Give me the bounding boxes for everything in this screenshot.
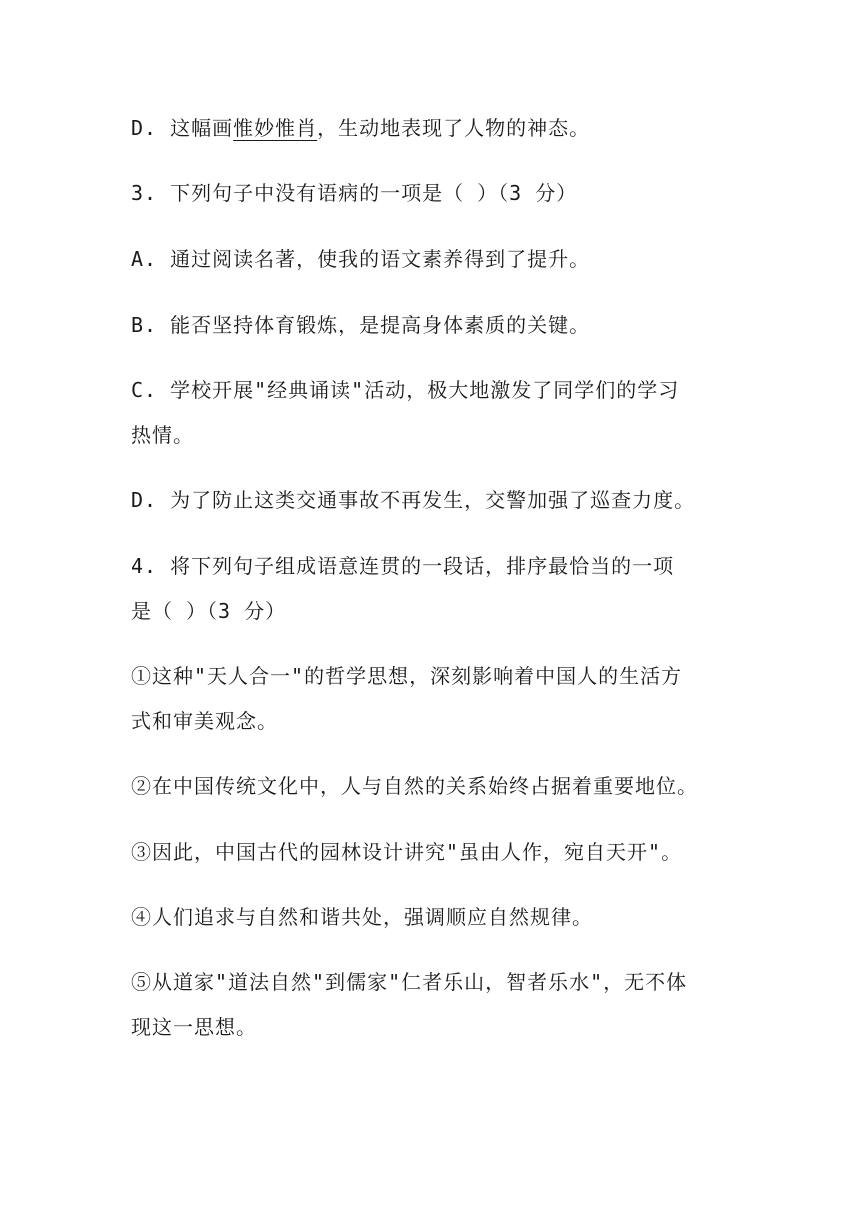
q3-option-d: D. 为了防止这类交通事故不再发生，交警加强了巡查力度。 bbox=[131, 488, 696, 512]
option-d-suffix: ，生动地表现了人物的神态。 bbox=[317, 116, 591, 140]
underlined-idiom: 惟妙惟肖 bbox=[233, 116, 318, 140]
q4-sentence-1: ①这种"天人合一"的哲学思想，深刻影响着中国人的生活方 bbox=[131, 664, 683, 688]
q4-stem: 4. 将下列句子组成语意连贯的一段话，排序最恰当的一项 bbox=[131, 554, 675, 578]
q3-option-b: B. 能否坚持体育锻炼，是提高身体素质的关键。 bbox=[131, 313, 591, 337]
q3-option-c: C. 学校开展"经典诵读"活动，极大地激发了同学们的学习 bbox=[131, 378, 680, 402]
q4-sentence-4: ④人们追求与自然和谐共处，强调顺应自然规律。 bbox=[131, 905, 593, 929]
q4-sentence-5: ⑤从道家"道法自然"到儒家"仁者乐山，智者乐水"，无不体 bbox=[131, 970, 688, 994]
q3-option-c-continued: 热情。 bbox=[131, 423, 194, 447]
q4-sentence-2: ②在中国传统文化中，人与自然的关系始终占据着重要地位。 bbox=[131, 774, 698, 798]
q3-option-a: A. 通过阅读名著，使我的语文素养得到了提升。 bbox=[131, 247, 591, 271]
option-d-prefix: D. 这幅画 bbox=[131, 116, 234, 140]
q4-sentence-1-continued: 式和审美观念。 bbox=[131, 709, 278, 733]
q4-sentence-3: ③因此，中国古代的园林设计讲究"虽由人作，宛自天开"。 bbox=[131, 840, 683, 864]
q3-stem: 3. 下列句子中没有语病的一项是（ ）（3 分） bbox=[131, 181, 578, 205]
q4-sentence-5-continued: 现这一思想。 bbox=[131, 1015, 257, 1039]
q4-stem-continued: 是（ ）（3 分） bbox=[131, 599, 287, 623]
q2-option-d bbox=[131, 113, 590, 143]
